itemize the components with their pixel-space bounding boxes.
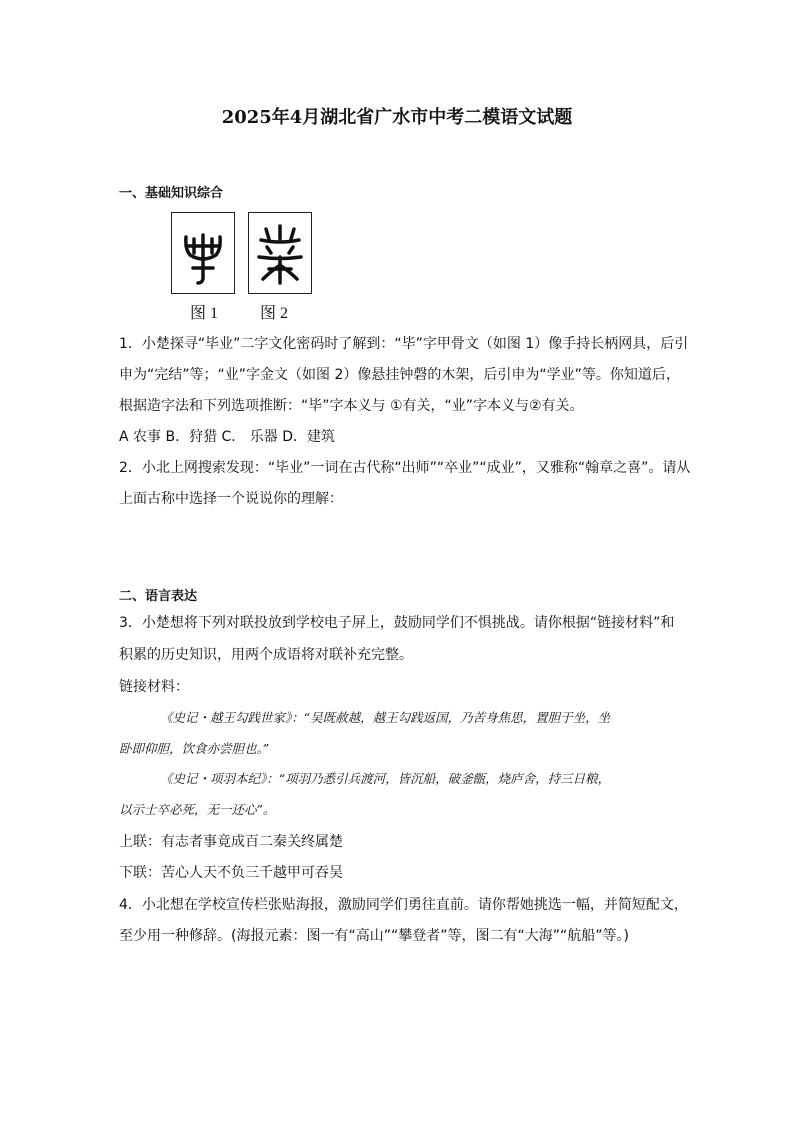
page-title: 2025年4月湖北省广水市中考二模语文试题 bbox=[221, 107, 573, 128]
figure-2-caption: 图 2 bbox=[260, 305, 289, 322]
q1-line-1: 1．小楚探寻“毕业”二字文化密码时了解到：“毕”字甲骨文（如图 1）像手持长柄网具，后引 bbox=[119, 336, 689, 352]
section-heading-basic-knowledge: 一、基础知识综合 bbox=[119, 186, 224, 201]
q3-line-2: 积累的历史知识，用两个成语将对联补充完整。 bbox=[119, 647, 413, 663]
q3-quote-1-line-2: 卧即仰胆，饮食亦尝胆也。” bbox=[119, 741, 270, 756]
q3-material-label: 链接材料： bbox=[119, 679, 189, 695]
q1-line-3: 根据造字法和下列选项推断：“毕”字本义与 ①有关，“业”字本义与②有关。 bbox=[119, 398, 584, 414]
q2-line-1: 2．小北上网搜索发现：“毕业”一词在古代称“出师”“卒业”“成业”，又雅称“翰章之喜”。请从 bbox=[119, 460, 691, 476]
q1-options: A 农事 B．狩猎 C． 乐器 D．建筑 bbox=[119, 429, 335, 445]
q3-quote-2-line-1: 《史记・项羽本纪》：“项羽乃悉引兵渡河，皆沉船，破釜甑，烧庐舍，持三日粮， bbox=[160, 771, 611, 786]
oracle-bone-bi-icon bbox=[172, 213, 234, 293]
q2-line-2: 上面古称中选择一个说说你的理解： bbox=[119, 491, 343, 507]
figure-2-box bbox=[248, 212, 312, 294]
bronze-ye-icon bbox=[249, 213, 311, 293]
q3-line-1: 3．小楚想将下列对联投放到学校电子屏上，鼓励同学们不惧挑战。请你根据“链接材料”和 bbox=[119, 615, 675, 631]
figure-1-box bbox=[171, 212, 235, 294]
q3-lower-couplet: 下联：苦心人天不负三千越甲可吞吴 bbox=[119, 865, 343, 881]
q3-quote-1-line-1: 《史记・越王勾践世家》：“吴既赦越，越王勾践返国，乃苦身焦思，置胆于坐，坐 bbox=[160, 710, 611, 725]
q3-upper-couplet: 上联：有志者事竟成百二秦关终属楚 bbox=[119, 834, 343, 850]
q1-line-2: 申为“完结”等；“业”字金文（如图 2）像悬挂钟磬的木架，后引申为“学业”等。你知道后， bbox=[119, 367, 680, 383]
section-heading-language-expression: 二、语言表达 bbox=[119, 589, 198, 604]
q3-quote-2-line-2: 以示士卒必死，无一还心”。 bbox=[119, 802, 276, 817]
q4-line-1: 4．小北想在学校宣传栏张贴海报，激励同学们勇往直前。请你帮她挑选一幅，并简短配文， bbox=[119, 897, 688, 913]
figure-1-caption: 图 1 bbox=[190, 305, 219, 322]
q4-line-2: 至少用一种修辞。(海报元素：图一有“高山”“攀登者”等，图二有“大海”“航船”等。) bbox=[119, 928, 629, 944]
